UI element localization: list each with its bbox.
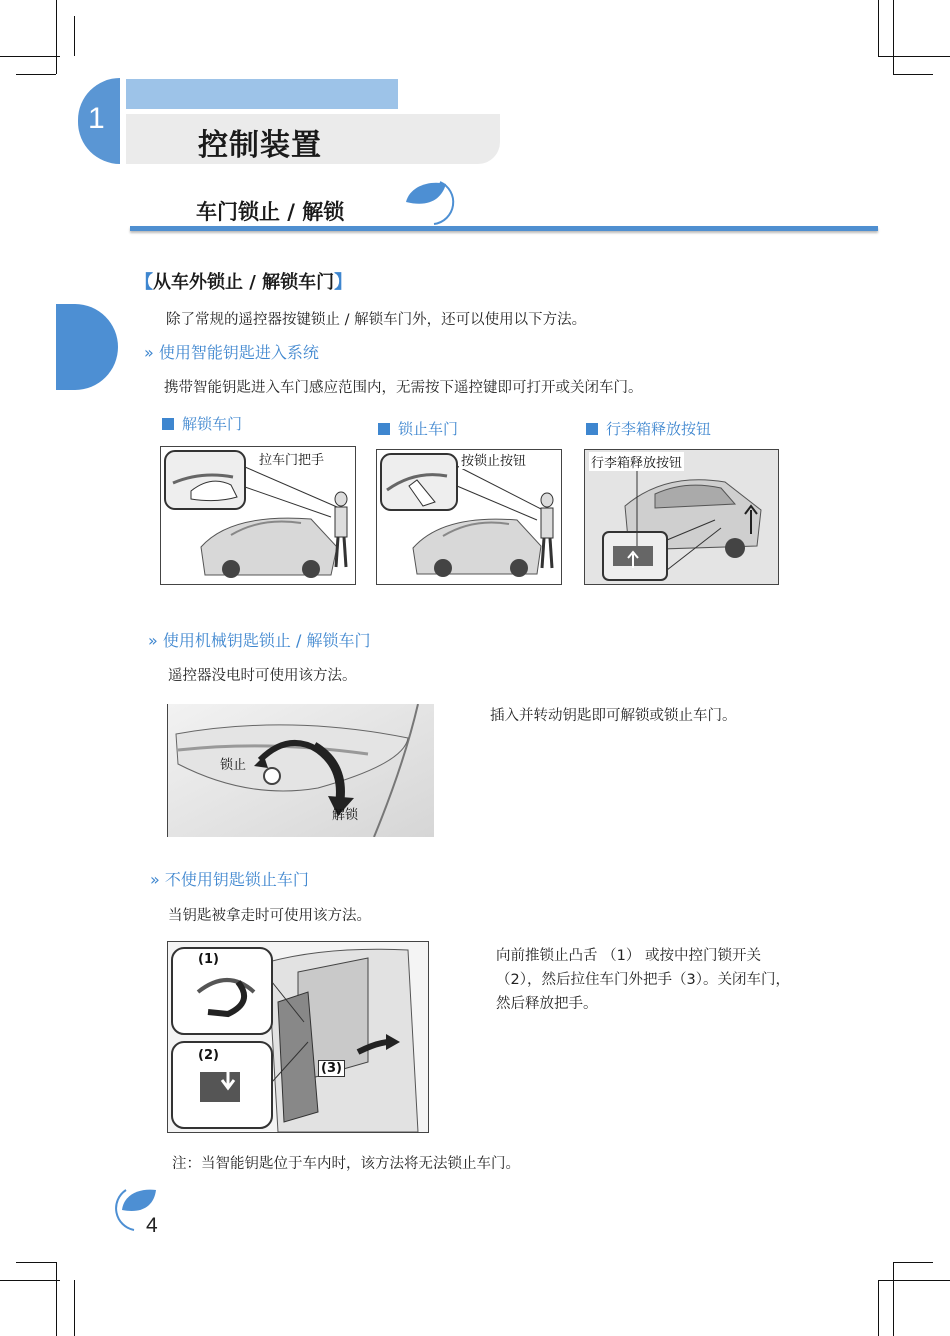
unlock-door-label: 解锁车门	[162, 413, 242, 434]
pull-handle-label: 拉车门把手	[257, 449, 326, 468]
lock-label: 锁止	[220, 758, 247, 773]
mechanical-key-text: 遥控器没电时可使用该方法。	[168, 668, 357, 684]
keyless-lock-heading: » 不使用钥匙锁止车门	[150, 870, 309, 889]
crop-mark	[16, 1262, 56, 1263]
subsection-title: 【从车外锁止 / 解锁车门】	[135, 272, 353, 293]
smart-key-text: 携带智能钥匙进入车门感应范围内，无需按下遥控键即可打开或关闭车门。	[164, 380, 643, 396]
callout-2: (2)	[198, 1048, 219, 1063]
section-title: 车门锁止 / 解锁	[196, 200, 345, 224]
lock-door-figure	[376, 449, 562, 585]
callout-1: (1)	[198, 952, 219, 967]
note-text: 注：当智能钥匙位于车内时，该方法将无法锁止车门。	[172, 1156, 520, 1172]
side-tab	[56, 304, 118, 390]
trunk-release-label: 行李箱释放按钮	[586, 418, 711, 439]
page-number: 4	[146, 1214, 158, 1237]
crop-mark	[893, 0, 894, 74]
crop-mark	[16, 74, 56, 75]
crop-mark	[74, 1280, 75, 1336]
section-divider	[130, 226, 878, 231]
description-line: （2），然后拉住车门外把手（3）。关闭车门，	[496, 972, 790, 988]
crop-mark	[878, 56, 950, 57]
mechanical-key-figure	[167, 704, 434, 837]
chapter-accent-bar	[126, 79, 398, 109]
chapter-number: 1	[88, 102, 105, 135]
crop-mark	[56, 0, 57, 74]
leaf-icon	[400, 178, 456, 228]
smart-key-heading: » 使用智能钥匙进入系统	[144, 343, 319, 362]
crop-mark	[893, 1262, 933, 1263]
trunk-release-figure	[584, 449, 779, 585]
trunk-button-label: 行李箱释放按钮	[589, 452, 684, 471]
subsection-intro: 除了常规的遥控器按键锁止 / 解锁车门外，还可以使用以下方法。	[166, 312, 587, 328]
crop-mark	[56, 1262, 57, 1336]
mechanical-key-heading: » 使用机械钥匙锁止 / 解锁车门	[148, 631, 371, 650]
lock-door-label: 锁止车门	[378, 418, 458, 439]
crop-mark	[0, 56, 60, 57]
crop-mark	[878, 1280, 879, 1336]
callout-3: (3)	[318, 1060, 345, 1077]
crop-mark	[74, 16, 75, 56]
mechanical-key-description: 插入并转动钥匙即可解锁或锁止车门。	[490, 708, 737, 724]
crop-mark	[0, 1280, 60, 1281]
keyless-lock-figure	[167, 941, 429, 1133]
keyless-lock-description	[496, 944, 790, 1016]
unlock-door-figure	[160, 446, 356, 585]
description-line: 然后释放把手。	[496, 996, 598, 1012]
crop-mark	[878, 1280, 950, 1281]
unlock-label: 解锁	[332, 808, 359, 823]
description-line: 向前推锁止凸舌 （1） 或按中控门锁开关	[496, 948, 761, 964]
chapter-title: 控制装置	[198, 128, 322, 163]
press-lock-button-label: 按锁止按钮	[459, 450, 528, 469]
crop-mark	[878, 0, 879, 56]
keyless-lock-text: 当钥匙被拿走时可使用该方法。	[168, 908, 371, 924]
crop-mark	[893, 1262, 894, 1336]
crop-mark	[893, 74, 933, 75]
